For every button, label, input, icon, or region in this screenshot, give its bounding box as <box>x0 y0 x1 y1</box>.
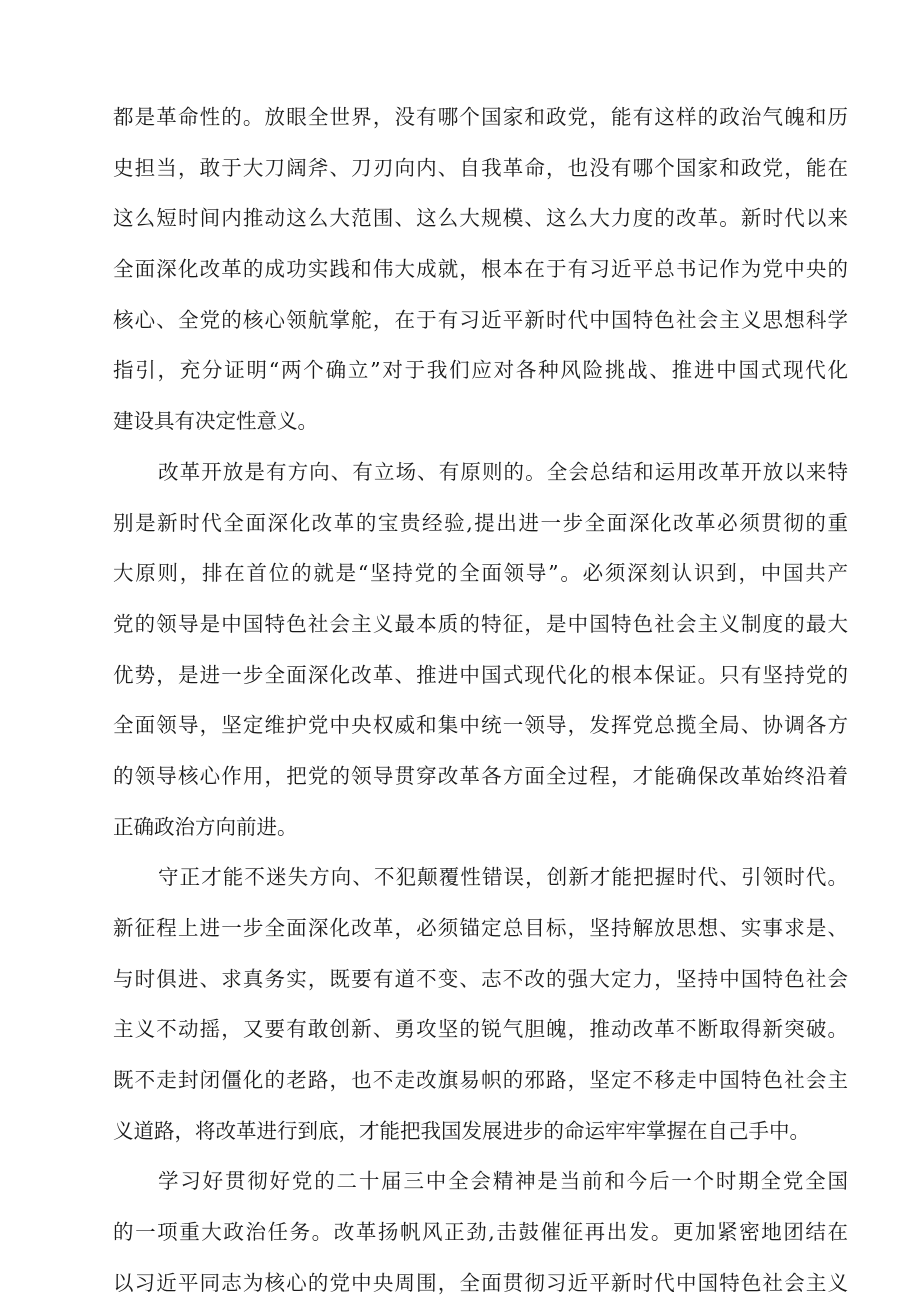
text-line-23: 的一项重大政治任务。改革扬帆风正劲,击鼓催征再出发。更加紧密地团结在 <box>113 1220 848 1245</box>
text-line-12: 优势，是进一步全面深化改革、推进中国式现代化的根本保证。只有坚持党的 <box>113 662 848 687</box>
text-line-2: 史担当，敢于大刀阔斧、刀刃向内、自我革命，也没有哪个国家和政党，能在 <box>113 155 848 180</box>
body-text <box>113 92 848 1309</box>
text-line-15: 正确政治方向前进。 <box>113 814 298 839</box>
text-line-1: 都是革命性的。放眼全世界，没有哪个国家和政党，能有这样的政治气魄和历 <box>113 105 848 129</box>
text-line-16: 守正才能不迷失方向、不犯颠覆性错误，创新才能把握时代、引领时代。 <box>158 865 848 890</box>
text-line-24: 以习近平同志为核心的党中央周围，全面贯彻习近平新时代中国特色社会主义 <box>113 1270 848 1295</box>
text-line-18: 与时俱进、求真务实，既要有道不变、志不改的强大定力，坚持中国特色社会 <box>113 966 848 991</box>
text-line-17: 新征程上进一步全面深化改革，必须锚定总目标，坚持解放思想、实事求是、 <box>113 916 848 940</box>
text-line-6: 指引，充分证明“两个确立”对于我们应对各种风险挑战、推进中国式现代化 <box>113 358 848 383</box>
text-line-8: 改革开放是有方向、有立场、有原则的。全会总结和运用改革开放以来特 <box>158 459 848 484</box>
text-line-9: 别是新时代全面深化改革的宝贵经验,提出进一步全面深化改革必须贯彻的重 <box>113 510 848 535</box>
text-line-3: 这么短时间内推动这么大范围、这么大规模、这么大力度的改革。新时代以来 <box>113 206 848 231</box>
text-line-21: 义道路，将改革进行到底，才能把我国发展进步的命运牢牢掌握在自己手中。 <box>113 1118 810 1143</box>
text-line-13: 全面领导，坚定维护党中央权威和集中统一领导，发挥党总揽全局、协调各方 <box>113 713 848 738</box>
text-line-4: 全面深化改革的成功实践和伟大成就，根本在于有习近平总书记作为党中央的 <box>113 257 848 282</box>
text-line-10: 大原则，排在首位的就是“坚持党的全面领导”。必须深刻认识到，中国共产 <box>113 561 848 586</box>
text-line-19: 主义不动摇，又要有敢创新、勇攻坚的锐气胆魄，推动改革不断取得新突破。 <box>113 1017 848 1042</box>
text-line-7: 建设具有决定性意义。 <box>113 409 318 434</box>
text-line-20: 既不走封闭僵化的老路，也不走改旗易帜的邪路，坚定不移走中国特色社会主 <box>113 1068 848 1093</box>
text-line-14: 的领导核心作用，把党的领导贯穿改革各方面全过程，才能确保改革始终沿着 <box>113 763 848 788</box>
text-line-22: 学习好贯彻好党的二十届三中全会精神是当前和今后一个时期全党全国 <box>158 1169 848 1194</box>
text-line-5: 核心、全党的核心领航掌舵，在于有习近平新时代中国特色社会主义思想科学 <box>113 307 848 332</box>
text-line-11: 党的领导是中国特色社会主义最本质的特征，是中国特色社会主义制度的最大 <box>113 611 848 636</box>
